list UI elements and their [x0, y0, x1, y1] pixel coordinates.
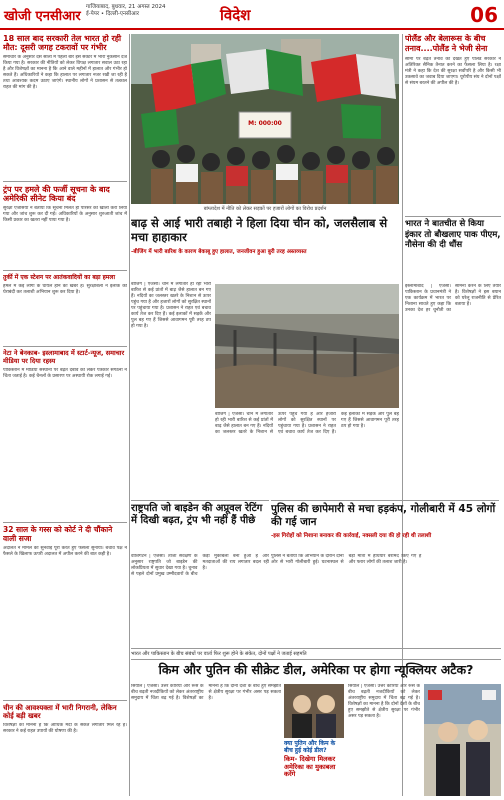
- article-a5: [3, 522, 127, 696]
- article-kim-header: [131, 662, 501, 682]
- column-divider: [129, 34, 130, 796]
- photo-caption: बांग्लादेश में नीति को लेकर सड़कों पर हजारों लोगों का विरोध प्रदर्शन: [203, 206, 327, 212]
- article-police-header: [271, 500, 499, 555]
- article-body: इस्लामाबाद | एजेंसी। पाकिस्तान के प्रधानमंत्री ने एक कार्यक्रम में भारत पर निशाना साधते हुए कहा कि उनका देश हर चुनौती का सामना करने के लिए तैयार है। विशेषज्ञों ने इस बयान को घरेलू राजनीति से प्रेरित बताया है।: [405, 284, 501, 313]
- article-body: सियोल | एजेंसी। उत्तर कोरिया और रूस के बीच बढ़ती नजदीकियों को लेकर अंतरराष्ट्रीय समुदाय में चिंता बढ़ गई है। विशेषज्ञों का मानना है कि दोनों देशों के बीच हुए समझौते से क्षेत्रीय सुरक्षा पर गंभीर असर पड़ सकता है।: [348, 684, 420, 719]
- flood-illustration: [215, 284, 399, 408]
- article-body: सीमा पर बढ़ते तनाव को देखते हुए पोलैंड सरकार ने अतिरिक्त सैनिक तैनात करने का फैसला लिया है। रक्षा मंत्री ने कहा कि देश की सुरक्षा सर्वोपरि है और किसी भी उकसावे का जवाब दिया जाएगा। यूरोपीय संघ ने दोनों पक्षों से संयम बरतने की अपील की है।: [405, 57, 501, 86]
- brand-name: खोजी एनसीआर: [4, 9, 81, 24]
- headline: तुर्की में एक स्टेशन पर आतंकवादियों का बड़ा हमला: [3, 274, 116, 281]
- date-line: [86, 4, 165, 18]
- article-body: पाकिस्तान में मीडिया संस्थानों पर बढ़ते दबाव को लेकर पत्रकार संगठनों ने चिंता जताई है। कई चैनलों के प्रसारण पर अस्थायी रोक लगाई गई।: [3, 368, 127, 379]
- headline: पुलिस की छापेमारी से मचा हड़कंप, गोलीबारी में 45 लोगों की गई जान: [271, 503, 496, 528]
- inset-title: क्या पुतिन और किम के बीच हुई कोई डील?: [284, 740, 336, 754]
- headline: ट्रंप पर हमले की फर्जी सूचना के बाद अमेरिकी सीनेट किया बंद: [3, 185, 110, 203]
- subheadline: -बीजिंग में भारी बारिश के कारण बेकाबू हुए हालात, जनजीवन हुआ बुरी तरह अस्तव्यस्त: [131, 249, 307, 255]
- date-text: गाजियाबाद, बुधवार, 21 अगस्त 2024: [86, 4, 166, 10]
- headline: 32 साल के गस्स को कोर्ट ने दी चौंकाने वाली सजा: [3, 525, 113, 543]
- article-body: बीजिंग | एजेंसी। चीन में लगातार हो रही भारी बारिश से कई प्रांतों में बाढ़ जैसे हालात बन गए हैं। नदियों का जलस्तर खतरे के निशान से ऊपर पहुंच गया है और हजारों लोगों को सुरक्षित स्थानों पर पहुंचाया गया है। प्रशासन ने राहत एवं बचाव कार्य तेज कर दिए हैं। कई इलाकों में सड़कें और पुल बह गए हैं जिससे आवागमन पूरी तरह ठप हो गया है।: [131, 282, 211, 329]
- leaders-illustration: [424, 684, 501, 796]
- article-pak-header: [405, 216, 501, 279]
- article-body: हमले में कई लोगों के घायल होने की खबर है। सुरक्षाबलों ने इलाके की घेराबंदी कर तलाशी अभियान शुरू कर दिया है।: [3, 284, 127, 295]
- headline: पोलैंड और बेलारूस के बीच तनाव....पोलैंड ने भेजी सेना: [405, 34, 488, 53]
- news-strip: भारत और पाकिस्तान के बीच संबंधों पर वार्ता फिर शुरू होने के संकेत, दोनों पक्षों ने जताई सहमति: [131, 648, 501, 660]
- article-a6: [3, 700, 127, 798]
- page-number: 06: [470, 3, 498, 27]
- headline: राष्ट्रपति जो बाइडेन की अप्रूवल रेटिंग में दिखी बढ़त, ट्रंप भी नहीं हैं पीछे: [131, 503, 263, 526]
- article-body: विशेषज्ञों का मानना है कि आर्थिक मंदी के संकेत लगातार मिल रहे हैं। सरकार ने कई राहत उपायों की घोषणा की है।: [3, 723, 127, 734]
- right-column-top: [405, 34, 501, 210]
- kim-putin-illustration: [284, 684, 344, 738]
- article-a3: [3, 270, 127, 342]
- headline: बाढ़ से आई भारी तबाही ने हिला दिया चीन को, जलसैलाब से मचा हाहाकार: [131, 216, 388, 244]
- article-a1: [3, 34, 127, 175]
- headline: 18 साल बाद सरकारी तेल भारत हो रही मौत: दूसरी जगह टकरावों पर गंभीर: [3, 34, 122, 52]
- edition-text: ई-पेपर • दिल्ली-एनसीआर: [86, 11, 139, 17]
- article-body: पुलिस ने बताया कि अभियान के दौरान दोनों ओर से भारी गोलीबारी हुई। घटनास्थल से बड़ी मात्रा में हथियार बरामद किए गए हैं और फरार लोगों की तलाश जारी है।: [271, 554, 422, 565]
- leaders-photo: [424, 684, 501, 796]
- left-column: [3, 34, 127, 798]
- protest-illustration: [131, 34, 399, 204]
- masthead: [0, 0, 504, 30]
- article-a2: [3, 181, 127, 266]
- headline: किम और पुतिन की सीक्रेट डील, अमेरिका पर होगा न्यूक्लियर अटैक?: [158, 662, 474, 677]
- kim-putin-photo: [284, 684, 344, 738]
- protest-photo: [131, 34, 399, 204]
- article-body: वाशिंगटन | एजेंसी। ताजा सर्वेक्षण के अनुसार राष्ट्रपति जो बाइडेन की लोकप्रियता में सुधार देखा गया है। चुनाव से पहले दोनों प्रमुख उम्मीदवारों के बीच कड़ा मुकाबला बना हुआ है और मतदाताओं की राय लगातार बदल रही है।: [131, 554, 269, 577]
- article-body: सुरक्षा एजेंसियों ने बताया कि सूचना मिलते ही परिसर को खाली करा लिया गया और जांच शुरू कर दी गई। अधिकारियों के अनुसार शुरुआती जांच में किसी प्रकार का खतरा नहीं पाया गया है।: [3, 206, 127, 223]
- section-title: विदेश: [220, 6, 251, 24]
- article-body: अदालत ने मामले की सुनवाई पूरी करते हुए फैसला सुनाया। बचाव पक्ष ने फैसले के खिलाफ ऊपरी अदालत में अपील करने की बात कही है।: [3, 546, 127, 557]
- article-body: बीजिंग | एजेंसी। चीन में लगातार हो रही भारी बारिश से कई प्रांतों में बाढ़ जैसे हालात बन गए हैं। नदियों का जलस्तर खतरे के निशान से ऊपर पहुंच गया है और हजारों लोगों को सुरक्षित स्थानों पर पहुंचाया गया है। प्रशासन ने राहत एवं बचाव कार्य तेज कर दिए हैं। कई इलाकों में सड़कें और पुल बह गए हैं जिससे आवागमन पूरी तरह ठप हो गया है।: [215, 412, 399, 435]
- headline: चीन की आवश्यक्ता में भारी निगरानी, लेकिन कोई बड़ी खबर: [3, 704, 117, 720]
- flood-photo: [215, 284, 399, 408]
- article-a4: [3, 346, 127, 518]
- headline: भारत ने बातचीत से किया इंकार तो बौखलाए पाक पीएम, नौसेना की दी धौंस: [405, 219, 501, 250]
- kim-inset: [284, 684, 344, 796]
- headline: नेटा ने बेनकाब- इस्लामाबाद में स्टार्ट-न्यूज, समाचार मीडिया पर दिया रहस्य: [3, 349, 125, 365]
- protest-banner-text: M: 000:00: [248, 120, 282, 127]
- article-body: सियोल | एजेंसी। उत्तर कोरिया और रूस के बीच बढ़ती नजदीकियों को लेकर अंतरराष्ट्रीय समुदाय में चिंता बढ़ गई है। विशेषज्ञों का मानना है कि दोनों देशों के बीच हुए समझौते से क्षेत्रीय सुरक्षा पर गंभीर असर पड़ सकता है।: [131, 684, 281, 701]
- article-body: समाचार के अनुसार दस सालों में पहली बार इस सेक्टर में भारी नुकसान दर्ज किया गया है। सरकार की नीतियों को लेकर विपक्ष लगातार सवाल उठा रहा है और विशेषज्ञों का मानना है कि आने वाले महीनों में हालात और गंभीर हो सकते हैं। अधिकारियों ने कहा कि हालात पर लगातार नजर रखी जा रही है तथा आवश्यक कदम उठाए जाएंगे। स्थानीय लोगों ने प्रशासन से तत्काल राहत की मांग की है।: [3, 55, 127, 90]
- article-flood-header: [131, 216, 399, 282]
- article-biden-header: [131, 500, 269, 553]
- inset-title-2: किम- दिखेगा मिलकर अमेरिका का मुकाबला करेंगे: [284, 755, 336, 778]
- subheadline: -इस गिरोहों को निशाना बनाकर की कार्रवाई, नक्सली दया की हो रही थी तलाशी: [271, 533, 432, 539]
